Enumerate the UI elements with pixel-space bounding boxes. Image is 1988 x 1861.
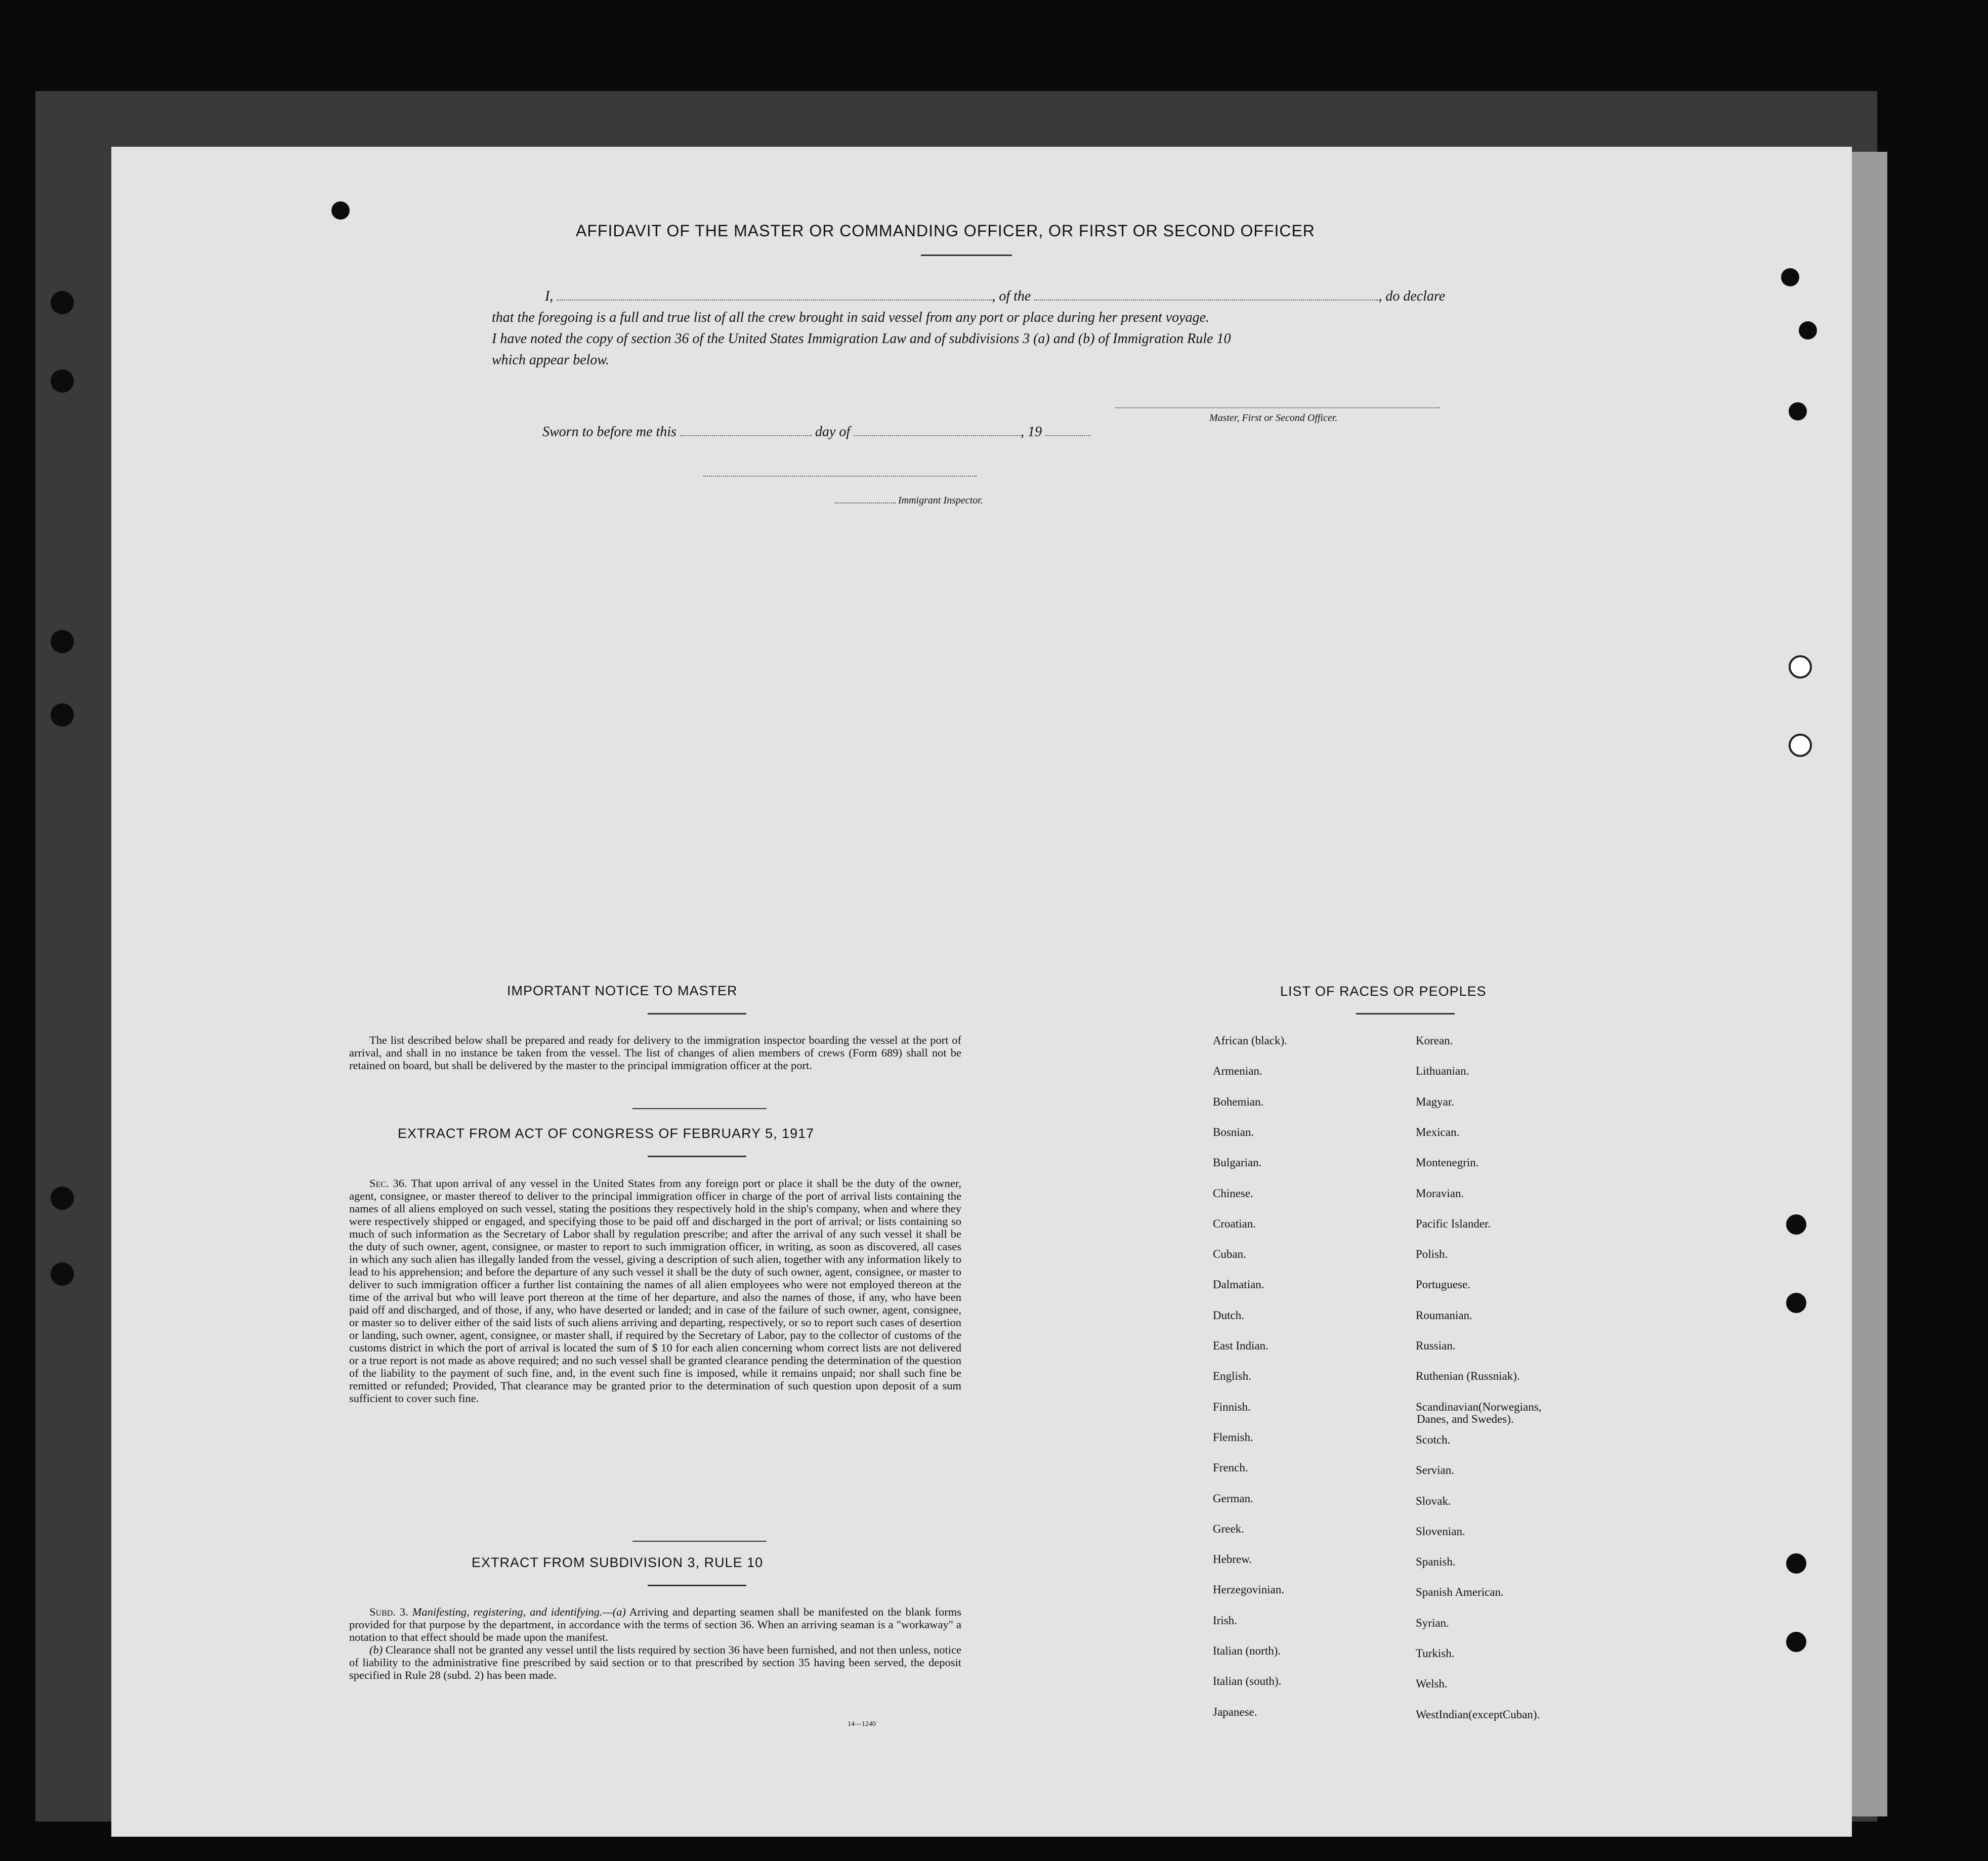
notice-paragraph: The list described below shall be prepared and ready for delivery to the immigration inspector boarding the vessel at the port of arrival, and shall in no instance be taken from the vessel. The list of changes of alien members of crews (Form 689) shall not be retained on board, but shall be delivered by the master to the principal immigration officer at the port. [349,1034,961,1072]
subd-heading: Manifesting, registering, and identifying.—(a) [412,1605,626,1618]
race-item: Pacific Islander. [1416,1217,1491,1230]
sworn-month-field[interactable] [854,435,1021,436]
divider [1356,1013,1455,1014]
rule-text [349,1605,961,1681]
race-item: Spanish. [1416,1555,1456,1569]
declaration-line-2: that the foregoing is a full and true list of all the crew brought in said vessel from any port or place during her present voyage. [492,310,1210,325]
inspector-leader [835,502,896,503]
race-item: Roumanian. [1416,1308,1472,1322]
punch-hole [1786,1214,1806,1235]
divider [632,1541,767,1542]
declare-text: , do declare [1378,288,1446,304]
punch-hole [1799,321,1817,340]
year-text: , 19 [1021,424,1042,440]
punch-hole [1786,1293,1806,1313]
race-item: Greek. [1213,1522,1244,1535]
punch-hole [51,291,74,314]
race-item: Slovenian. [1416,1525,1465,1538]
declaration-line-3: I have noted the copy of section 36 of the United States Immigration Law and of subdivisions 3 (a) and (b) of Immigration Rule 10 [492,331,1231,347]
sworn-year-field[interactable] [1045,435,1091,436]
race-item: Ruthenian (Russniak). [1416,1370,1520,1383]
race-item: Spanish American. [1416,1586,1504,1599]
inspector-signature-field[interactable] [703,476,977,477]
act-paragraph: That upon arrival of any vessel in the United States from any foreign port or place it shall be the duty of the owner, agent, consignee, or master thereof to deliver to the principal immigration officer in charge of the port of arrival lists containing the names of all aliens employed on such vessel, stating the positions they respectively hold in the ship's company, when and where they were respectively shipped or engaged, and specifying those to be paid off and discharged in the port of arrival; or lists containing so much of such information as the Secretary of Labor shall by regulation prescribe; and after the arrival of any such vessel it shall be the duty of such owner, agent, consignee, or master to report to such immigration officer, in writing, as soon as discovered, all cases in which any such alien has illegally landed from the vessel, giving a description of such alien, together with any information likely to lead to his apprehension; and before the departure of any such vessel it shall be the duty of such owner, agent, consignee, or master to deliver to such immigration officer a further list containing the names of all alien employees who were not employed thereon at the time of the arrival but who will leave port thereon at the time of her departure, and also the names of those, if any, who have been paid off and discharged, and of those, if any, who have deserted or landed; and in case of the failure of such owner, agent, consignee, or master so to deliver either of the said lists of such aliens arriving and departing, respectively, or so to report such cases of desertion or landing, such owner, agent, consignee, or master shall, if required by the Secretary of Labor, pay to the collector of customs of the customs district in which the port of arrival is located the sum of $ 10 for each alien concerning whom correct lists are not delivered or a true report is not made as above required; and no such vessel shall be granted clearance pending the determination of the question of the liability to the payment of such fine, and, in the event such fine is imposed, while it remains unpaid; nor shall such fine be remitted or refunded; Provided, That clearance may be granted prior to the determination of such question upon deposit of a sum sufficient to cover such fine. [349,1177,961,1405]
day-of-text: day of [815,424,851,440]
punch-hole [51,1187,74,1210]
race-item: Slovak. [1416,1494,1451,1507]
officer-caption: Master, First or Second Officer. [1209,412,1338,424]
subd-b-text: Clearance shall not be granted any vessel until the lists required by section 36 have been furnished, and not then unless, notice of liability to the administrative fine prescribed by said section or to that prescribed by section 35 having been served, the deposit specified in Rule 28 (subd. 2) has been made. [349,1643,962,1681]
sworn-text: Sworn to before me this [542,424,676,440]
punch-hole [51,630,74,653]
sworn-day-field[interactable] [680,435,812,436]
form-number: 14—1240 [848,1720,876,1728]
officer-signature-field[interactable] [1116,407,1440,408]
race-item: African (black). [1213,1034,1287,1047]
race-item: Moravian. [1416,1187,1464,1200]
race-item: Scandinavian(Norwegians, [1416,1400,1542,1413]
punch-hole [331,201,350,220]
affidavit-title: AFFIDAVIT OF THE MASTER OR COMMANDING OFFICER, OR FIRST OR SECOND OFFICER [576,222,1315,240]
divider [648,1585,746,1586]
race-item: Bulgarian. [1213,1156,1262,1169]
race-item: Dalmatian. [1213,1278,1264,1291]
punch-hole [1786,1553,1806,1574]
punch-hole [51,1262,74,1286]
punch-hole [1789,734,1812,757]
punch-hole [1786,1632,1806,1652]
punch-hole [51,369,74,393]
race-item: English. [1213,1370,1252,1383]
subd-label: Subd. 3. [369,1605,408,1618]
document-page [111,147,1852,1837]
punch-hole [1789,655,1812,679]
divider [648,1156,746,1157]
race-item: Italian (north). [1213,1644,1281,1657]
race-item: Irish. [1213,1614,1237,1627]
inspector-caption [835,495,983,506]
race-item: Lithuanian. [1416,1065,1469,1078]
punch-hole [51,703,74,727]
race-item-continuation: Danes, and Swedes). [1417,1413,1514,1425]
divider [648,1013,746,1014]
vessel-name-field[interactable] [1034,300,1378,301]
race-item: Servian. [1416,1464,1455,1477]
race-item: Bosnian. [1213,1125,1254,1138]
punch-hole [1781,268,1799,286]
race-item: Herzegovinian. [1213,1583,1285,1596]
subd-b-label: (b) [369,1643,383,1656]
races-title: LIST OF RACES OR PEOPLES [1280,984,1487,999]
notice-title: IMPORTANT NOTICE TO MASTER [507,983,738,998]
officer-name-field[interactable] [557,300,992,301]
race-item: Flemish. [1213,1430,1253,1444]
sworn-line [542,424,1091,440]
race-item: Bohemian. [1213,1095,1264,1108]
notice-text [349,1034,961,1072]
race-item: Armenian. [1213,1065,1262,1078]
race-item: East Indian. [1213,1339,1268,1352]
race-item: French. [1213,1461,1248,1474]
act-text [349,1177,961,1405]
race-item: Dutch. [1213,1308,1244,1322]
race-item: Hebrew. [1213,1553,1252,1566]
race-item: Russian. [1416,1339,1456,1352]
race-item: Welsh. [1416,1677,1448,1690]
race-item: Italian (south). [1213,1675,1282,1688]
act-section-label: Sec. 36. [369,1177,407,1190]
race-item: Korean. [1416,1034,1453,1047]
race-item: Mexican. [1416,1125,1460,1138]
race-item: Portuguese. [1416,1278,1470,1291]
inspector-caption-text: Immigrant Inspector. [898,495,983,506]
act-title: EXTRACT FROM ACT OF CONGRESS OF FEBRUARY 5, 1917 [398,1126,815,1141]
race-item: Syrian. [1416,1616,1449,1629]
race-item: Japanese. [1213,1705,1257,1718]
race-item: Croatian. [1213,1217,1256,1230]
race-item: WestIndian(exceptCuban). [1416,1708,1540,1721]
divider [632,1108,767,1109]
vessel-prefix: , of the [992,288,1031,304]
race-item: Montenegrin. [1416,1156,1479,1169]
subd-a-text: Arriving and departing seamen shall be manifested on the blank forms provided for that purpose by the department, in accordance with the terms of section 36. When an arriving seaman is a "workaway" a notation to that effect should be made upon the manifest. [349,1605,962,1643]
race-item: Chinese. [1213,1187,1253,1200]
race-item: Turkish. [1416,1647,1455,1660]
race-item: Scotch. [1416,1433,1451,1446]
declaration-line-1 [545,288,1445,305]
race-item: Magyar. [1416,1095,1455,1108]
rule-title: EXTRACT FROM SUBDIVISION 3, RULE 10 [472,1555,764,1570]
race-item: German. [1213,1492,1253,1505]
divider [921,255,1012,256]
race-item: Polish. [1416,1248,1448,1261]
declarant-prefix: I, [545,288,554,304]
declaration-line-4: which appear below. [492,352,610,368]
punch-hole [1789,402,1807,420]
race-item: Finnish. [1213,1400,1251,1413]
race-item: Cuban. [1213,1248,1246,1261]
